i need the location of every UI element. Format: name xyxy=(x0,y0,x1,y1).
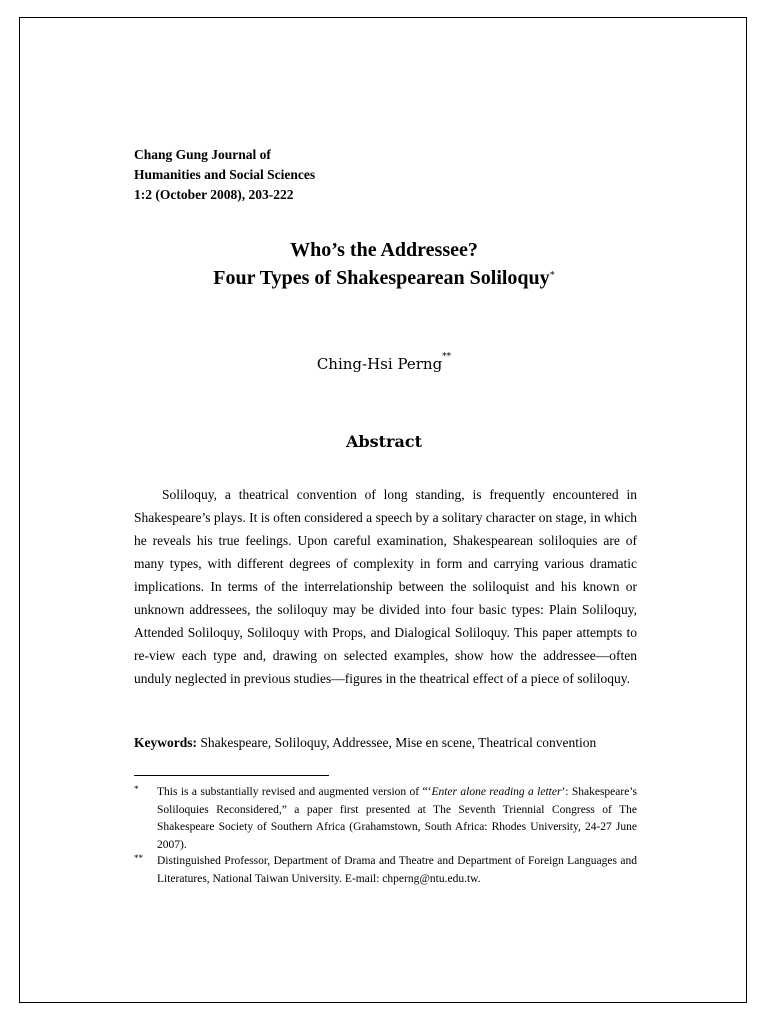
title-line1: Who’s the Addressee? xyxy=(290,239,478,261)
keywords-value: Shakespeare, Soliloquy, Addressee, Mise en scene, Theatrical convention xyxy=(200,735,597,750)
title-line2-text: Four Types of Shakespearean Soliloquy xyxy=(213,267,550,289)
abstract-body: Soliloquy, a theatrical convention of long standing, is frequently encountered in Shakespeare’s plays. It is often considered a speech by a solitary character on stage, in which he reveals his true feelings. Upon careful examination, Shakespearean soliloquies are of many types, with different degrees of complexity in form and carrying various dramatic implications. In terms of the interrelationship between the soliloquist and his known or unknown addressees, the soliloquy may be divided into four basic types: Plain Soliloquy, Attended Soliloquy, Soliloquy with Props, and Dialogical Soliloquy. This paper attempts to re-view each type and, drawing on selected examples, show how the addressee—often unduly neglected in previous studies—figures in the theatrical effect of a piece of soliloquy. xyxy=(134,487,637,686)
title-footnote-marker: * xyxy=(549,270,555,281)
author-name: Ching-Hsi Perng xyxy=(316,355,443,373)
footnote-1-marker: * xyxy=(134,784,139,794)
footnote-1-text xyxy=(157,784,637,854)
footnote-1-text-before: This is a substantially revised and augmented version of “‘ xyxy=(157,786,432,798)
footnote-1 xyxy=(134,784,637,854)
footnote-1-text-after: ’: Shakespeare’s Soliloquies Reconsidered,” a paper first presented at The Seventh Triennial Congress of The Shakespeare Society of Southern Africa (Grahamstown, South Africa: Rhodes University, 24-27 June 2007). xyxy=(157,786,637,851)
abstract-heading: Abstract xyxy=(346,432,422,451)
journal-name-line2: Humanities and Social Sciences xyxy=(134,167,316,182)
keywords-label: Keywords: xyxy=(134,735,197,750)
author-footnote-marker: ** xyxy=(442,352,452,362)
journal-issue: 1:2 (October 2008), 203-222 xyxy=(134,187,294,202)
footnote-divider xyxy=(134,775,329,776)
footnote-2-text: Distinguished Professor, Department of Drama and Theatre and Department of Foreign Languages and Literatures, National Taiwan University. E-mail: chperng@ntu.edu.tw. xyxy=(157,855,637,885)
journal-info xyxy=(134,145,315,205)
keywords xyxy=(134,732,637,754)
journal-name-line1: Chang Gung Journal of xyxy=(134,147,271,162)
footnote-2 xyxy=(134,853,637,888)
title-line2 xyxy=(0,264,768,292)
paper-title xyxy=(0,236,768,292)
author-line xyxy=(0,352,768,373)
footnote-1-text-italic: Enter alone reading a letter xyxy=(431,786,562,798)
footnote-2-marker: ** xyxy=(134,853,143,863)
